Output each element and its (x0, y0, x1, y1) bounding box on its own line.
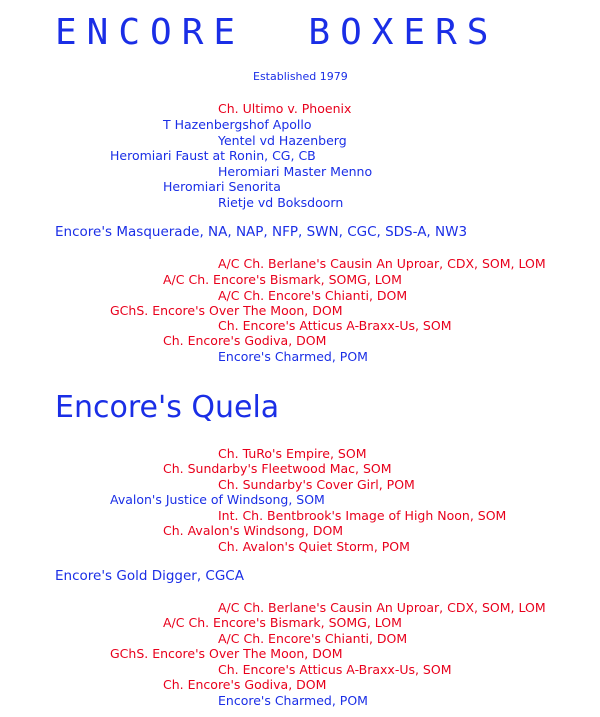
pedigree-line: T Hazenbergshof Apollo (163, 117, 312, 132)
pedigree-line: Ch. Encore's Godiva, DOM (163, 677, 327, 692)
pedigree-line: GChS. Encore's Over The Moon, DOM (110, 303, 343, 318)
pedigree-line: Ch. Encore's Atticus A-Braxx-Us, SOM (218, 662, 452, 677)
pedigree-line: Rietje vd Boksdoorn (218, 195, 344, 210)
pedigree-line: A/C Ch. Berlane's Causin An Uproar, CDX, SOM, LOM (218, 256, 546, 271)
pedigree-line: A/C Ch. Encore's Chianti, DOM (218, 631, 408, 646)
pedigree-line: Ch. Encore's Godiva, DOM (163, 333, 327, 348)
pedigree-line: Heromiari Faust at Ronin, CG, CB (110, 148, 316, 163)
pedigree-line: A/C Ch. Encore's Chianti, DOM (218, 288, 408, 303)
pedigree-line: Ch. Avalon's Quiet Storm, POM (218, 539, 410, 554)
pedigree-line: A/C Ch. Encore's Bismark, SOMG, LOM (163, 272, 402, 287)
established-label: Established 1979 (253, 70, 348, 83)
pedigree-line: Heromiari Master Menno (218, 164, 373, 179)
kennel-title: ENCORE BOXERS (55, 12, 499, 53)
pedigree-line: GChS. Encore's Over The Moon, DOM (110, 646, 343, 661)
dog-name-quela: Encore's Quela (55, 390, 280, 425)
pedigree-line: Ch. Sundarby's Fleetwood Mac, SOM (163, 461, 392, 476)
pedigree-line: Heromiari Senorita (163, 179, 281, 194)
pedigree-line: A/C Ch. Encore's Bismark, SOMG, LOM (163, 615, 402, 630)
pedigree-line: Ch. Ultimo v. Phoenix (218, 101, 352, 116)
pedigree-line: Yentel vd Hazenberg (218, 133, 347, 148)
pedigree-line: Encore's Charmed, POM (218, 693, 368, 708)
pedigree-line: Ch. TuRo's Empire, SOM (218, 446, 367, 461)
pedigree-line: Encore's Charmed, POM (218, 349, 368, 364)
pedigree-line: Ch. Sundarby's Cover Girl, POM (218, 477, 415, 492)
pedigree-line: Int. Ch. Bentbrook's Image of High Noon, SOM (218, 508, 507, 523)
pedigree-line: Avalon's Justice of Windsong, SOM (110, 492, 325, 507)
pedigree-line: A/C Ch. Berlane's Causin An Uproar, CDX, SOM, LOM (218, 600, 546, 615)
pedigree-line: Ch. Avalon's Windsong, DOM (163, 523, 344, 538)
dog-name-masquerade: Encore's Masquerade, NA, NAP, NFP, SWN, CGC, SDS-A, NW3 (55, 224, 468, 240)
dog-name-gold-digger: Encore's Gold Digger, CGCA (55, 568, 244, 584)
pedigree-line: Ch. Encore's Atticus A-Braxx-Us, SOM (218, 318, 452, 333)
